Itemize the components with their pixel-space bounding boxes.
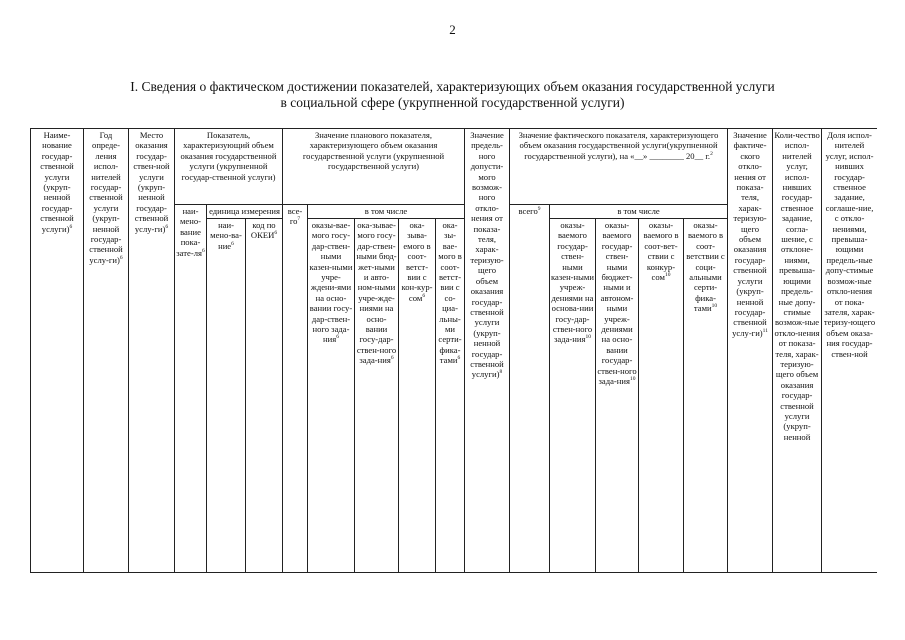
col-indicator-name: наи-мено-вание пока-$зате-ля^6$ [175,205,207,573]
col-unit: единица измерения [207,205,283,219]
col-unit-code: код по ОКЕИ$^6$ [246,219,283,573]
col-service-name: Наиме-нование государ-ственной услуги (укруп-ненной государ-ственной услуги)$^6$ [31,129,84,573]
col-executor-share: Доля испол-нителей услуг, испол-нивших государ-ственное задание, соглаше-ние, с откло-нениями, превыша-ющими предель-ные допу-стимые возмож-ные откло-нения от пока-зателя, харак-теризу-ющего объем оказа-ния государ-ствен-ной [822,129,877,573]
section-title-line2: в социальной сфере (укрупненной государственной услуги) [280,95,625,110]
col-fact-competition: оказы-ваемого в соот-вет-ствии с конкур-сом$^{10}$ [639,219,684,573]
section-title [60,79,845,111]
col-plan-including: в том числе [308,205,465,219]
col-plan-total: все-$го^7$ [283,205,308,573]
col-unit-name: наи-мено-ва-ние$^6$ [207,219,246,573]
col-indicator: Показатель, характеризующий объем оказания государственной услуги (укрупненной государ-ственной услуги) [175,129,283,205]
page-number: 2 [449,22,456,37]
col-year: Год опреде-ления испол-нителей государ-ственной услуги (укруп-ненной государ-ственной услу-ги)$^6$ [84,129,129,573]
col-fact-state-treasury: оказы-ваемого государ-ствен-ными казен-ными учреж-дениями на основа-нии госу-дар-ствен-ного зада-ния$^{10}$ [550,219,596,573]
col-limit-deviation: Значение предель-ного допусти-мого возмож-ного откло-нения от показа-теля, харак-теризую-щего объем оказания государ-ственной услуги (укруп-ненной государ-ственной услуги)$^8$ [465,129,510,573]
col-fact-deviation: Значение фактиче-ского откло-нения от показа-теля, харак-теризую-щего объем оказания государ-ственной услуги (укруп-ненной государ-ственной услу-ги)$^{11}$ [728,129,773,573]
col-plan-value: Значение планового показателя, характеризующего объем оказания государственной услуги (укрупненной государственной услуги) [283,129,465,205]
col-plan-competition: ока-зыва-емого в соот-ветст-вии с кон-кур-сом$^6$ [399,219,436,573]
col-plan-social-certificates: ока-зы-вае-мого в соот-ветст-вии с со-циа-льны-ми серти-фика-тами$^6$ [436,219,465,573]
col-executor-count: Коли-чество испол-нителей услуг, испол-нивших государ-ственное задание, согла-шение, с отклоне-ниями, превыша-ющими предель-ные допу-стимые возмож-ные откло-нения от показа-теля, харак-теризую-щего объем оказания государ-ственной услуги (укруп-ненной [773,129,822,573]
col-fact-including: в том числе [550,205,728,219]
col-place: Место оказания государ-ствен-ной услуги (укруп-ненной государ-ственной услу-ги)$^6$ [129,129,175,573]
report-table-wrapper [30,128,877,576]
report-table [30,128,877,573]
col-fact-social-certificates: оказы-ваемого в соот-ветствии с соци-альными серти-фика-тами$^{10}$ [684,219,728,573]
col-fact-total: всего$^9$ [510,205,550,573]
col-plan-state-treasury: оказы-вае-мого госу-дар-ствен-ными казен-ными учре-ждени-ями на осно-вании госу-дар-ствен-ного зада-ния$^6$ [308,219,355,573]
section-title-line1: I. Сведения о фактическом достижении показателей, характеризующих объем оказания государственной услуги [130,79,775,94]
col-plan-budget-autonomous: ока-зывае-мого госу-дар-ствен-ными бюд-жет-ными и авто-ном-ными учре-жде-ниями на осно-вании госу-дар-ствен-ного зада-ния$^6$ [355,219,399,573]
col-fact-budget-autonomous: оказы-ваемого государ-ствен-ными бюджет-ными и автоном-ными учреж-дениями на осно-вании государ-ствен-ного зада-ния$^{10}$ [596,219,639,573]
col-fact-value: Значение фактического показателя, характеризующего объем оказания государственной услуги(укрупненной государственной услуги), на «__» ________ 20__ г.$^2$ [510,129,728,205]
